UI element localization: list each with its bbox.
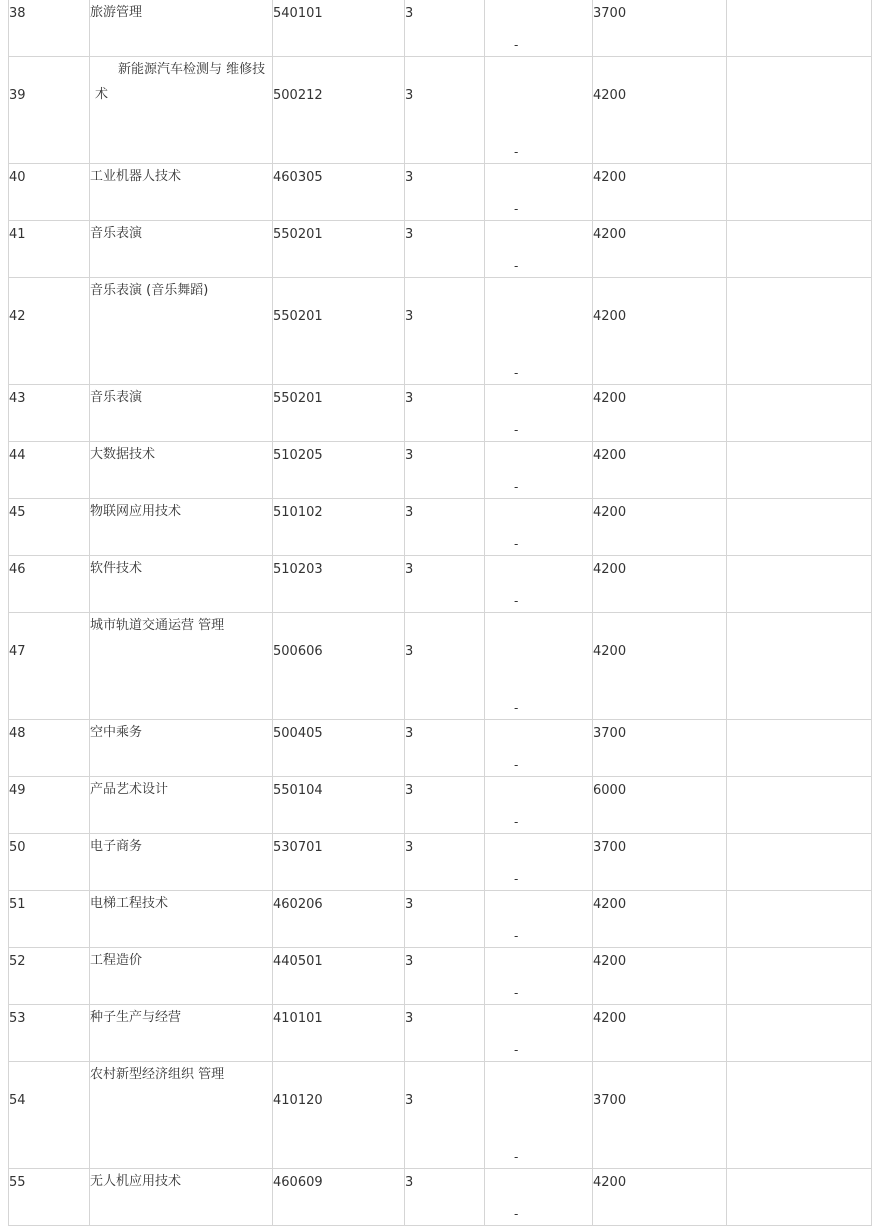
study-years: 3 <box>405 385 485 442</box>
table-row <box>9 1062 872 1169</box>
tuition-table <box>8 0 872 1226</box>
study-years: 3 <box>405 948 485 1005</box>
dash-cell <box>485 164 593 221</box>
study-years: 3 <box>405 0 485 57</box>
note-cell <box>727 499 872 556</box>
row-number: 46 <box>9 556 90 613</box>
note-cell <box>727 613 872 720</box>
table-row <box>9 720 872 777</box>
note-cell <box>727 834 872 891</box>
dash-cell <box>485 613 593 720</box>
tuition-fee: 3700 <box>593 834 727 891</box>
study-years: 3 <box>405 1062 485 1169</box>
major-code: 530701 <box>273 834 405 891</box>
major-code: 550201 <box>273 221 405 278</box>
major-code: 410120 <box>273 1062 405 1169</box>
dash-mark: - <box>514 1043 519 1057</box>
major-name: 音乐表演 (音乐舞蹈) <box>90 278 273 385</box>
major-name: 电子商务 <box>90 834 273 891</box>
dash-mark: - <box>514 423 519 437</box>
dash-mark: - <box>514 701 519 715</box>
row-number: 50 <box>9 834 90 891</box>
dash-mark: - <box>514 815 519 829</box>
table-row <box>9 0 872 57</box>
note-cell <box>727 720 872 777</box>
dash-mark: - <box>514 758 519 772</box>
major-name: 大数据技术 <box>90 442 273 499</box>
row-number: 42 <box>9 278 90 385</box>
major-name: 物联网应用技术 <box>90 499 273 556</box>
major-name: 电梯工程技术 <box>90 891 273 948</box>
note-cell <box>727 278 872 385</box>
dash-mark: - <box>514 929 519 943</box>
study-years: 3 <box>405 556 485 613</box>
row-number: 55 <box>9 1169 90 1226</box>
row-number: 39 <box>9 57 90 164</box>
dash-cell <box>485 385 593 442</box>
dash-cell <box>485 57 593 164</box>
major-name: 空中乘务 <box>90 720 273 777</box>
note-cell <box>727 556 872 613</box>
major-code: 510203 <box>273 556 405 613</box>
tuition-fee: 3700 <box>593 1062 727 1169</box>
dash-mark: - <box>514 202 519 216</box>
row-number: 52 <box>9 948 90 1005</box>
major-name: 新能源汽车检测与 维修技术 <box>90 57 273 164</box>
study-years: 3 <box>405 221 485 278</box>
dash-mark: - <box>514 1150 519 1164</box>
major-name: 工业机器人技术 <box>90 164 273 221</box>
row-number: 44 <box>9 442 90 499</box>
table-row <box>9 442 872 499</box>
study-years: 3 <box>405 720 485 777</box>
table-row <box>9 613 872 720</box>
table-row <box>9 834 872 891</box>
major-name: 农村新型经济组织 管理 <box>90 1062 273 1169</box>
study-years: 3 <box>405 613 485 720</box>
table-row <box>9 278 872 385</box>
tuition-fee: 4200 <box>593 499 727 556</box>
dash-cell <box>485 556 593 613</box>
row-number: 43 <box>9 385 90 442</box>
note-cell <box>727 57 872 164</box>
dash-mark: - <box>514 594 519 608</box>
major-code: 410101 <box>273 1005 405 1062</box>
major-name: 旅游管理 <box>90 0 273 57</box>
tuition-fee: 4200 <box>593 57 727 164</box>
tuition-fee: 4200 <box>593 221 727 278</box>
study-years: 3 <box>405 777 485 834</box>
dash-mark: - <box>514 1207 519 1221</box>
study-years: 3 <box>405 164 485 221</box>
study-years: 3 <box>405 1005 485 1062</box>
study-years: 3 <box>405 499 485 556</box>
dash-cell <box>485 1005 593 1062</box>
row-number: 47 <box>9 613 90 720</box>
major-name: 工程造价 <box>90 948 273 1005</box>
major-code: 510205 <box>273 442 405 499</box>
table-row <box>9 891 872 948</box>
tuition-fee: 6000 <box>593 777 727 834</box>
table-row <box>9 1169 872 1226</box>
row-number: 54 <box>9 1062 90 1169</box>
table-row <box>9 385 872 442</box>
dash-cell <box>485 720 593 777</box>
dash-mark: - <box>514 480 519 494</box>
note-cell <box>727 1062 872 1169</box>
table-row <box>9 1005 872 1062</box>
row-number: 38 <box>9 0 90 57</box>
tuition-fee: 4200 <box>593 278 727 385</box>
major-name: 无人机应用技术 <box>90 1169 273 1226</box>
dash-mark: - <box>514 38 519 52</box>
dash-mark: - <box>514 259 519 273</box>
major-code: 500405 <box>273 720 405 777</box>
row-number: 45 <box>9 499 90 556</box>
dash-cell <box>485 278 593 385</box>
dash-mark: - <box>514 537 519 551</box>
dash-cell <box>485 221 593 278</box>
major-code: 500606 <box>273 613 405 720</box>
dash-cell <box>485 948 593 1005</box>
study-years: 3 <box>405 891 485 948</box>
study-years: 3 <box>405 834 485 891</box>
major-code: 460609 <box>273 1169 405 1226</box>
note-cell <box>727 1169 872 1226</box>
tuition-fee: 3700 <box>593 0 727 57</box>
major-name: 音乐表演 <box>90 221 273 278</box>
major-name: 种子生产与经营 <box>90 1005 273 1062</box>
study-years: 3 <box>405 57 485 164</box>
major-code: 550104 <box>273 777 405 834</box>
dash-mark: - <box>514 986 519 1000</box>
note-cell <box>727 385 872 442</box>
tuition-fee: 4200 <box>593 1005 727 1062</box>
major-code: 500212 <box>273 57 405 164</box>
note-cell <box>727 948 872 1005</box>
major-code: 460305 <box>273 164 405 221</box>
tuition-fee: 4200 <box>593 948 727 1005</box>
row-number: 41 <box>9 221 90 278</box>
dash-cell <box>485 1169 593 1226</box>
dash-cell <box>485 442 593 499</box>
dash-cell <box>485 1062 593 1169</box>
tuition-fee: 4200 <box>593 891 727 948</box>
dash-cell <box>485 777 593 834</box>
row-number: 53 <box>9 1005 90 1062</box>
dash-mark: - <box>514 366 519 380</box>
table-row <box>9 221 872 278</box>
note-cell <box>727 164 872 221</box>
tuition-fee: 3700 <box>593 720 727 777</box>
major-code: 510102 <box>273 499 405 556</box>
tuition-fee: 4200 <box>593 1169 727 1226</box>
table-row <box>9 556 872 613</box>
tuition-fee: 4200 <box>593 442 727 499</box>
major-code: 540101 <box>273 0 405 57</box>
note-cell <box>727 442 872 499</box>
major-code: 550201 <box>273 385 405 442</box>
study-years: 3 <box>405 442 485 499</box>
major-name: 音乐表演 <box>90 385 273 442</box>
major-name: 产品艺术设计 <box>90 777 273 834</box>
dash-cell <box>485 834 593 891</box>
table-row <box>9 57 872 164</box>
tuition-fee: 4200 <box>593 164 727 221</box>
row-number: 48 <box>9 720 90 777</box>
dash-cell <box>485 0 593 57</box>
row-number: 40 <box>9 164 90 221</box>
table-row <box>9 499 872 556</box>
table-row <box>9 777 872 834</box>
tuition-fee: 4200 <box>593 385 727 442</box>
note-cell <box>727 0 872 57</box>
major-code: 440501 <box>273 948 405 1005</box>
study-years: 3 <box>405 278 485 385</box>
dash-cell <box>485 499 593 556</box>
dash-cell <box>485 891 593 948</box>
row-number: 51 <box>9 891 90 948</box>
note-cell <box>727 891 872 948</box>
note-cell <box>727 777 872 834</box>
major-name: 城市轨道交通运营 管理 <box>90 613 273 720</box>
row-number: 49 <box>9 777 90 834</box>
tuition-fee: 4200 <box>593 613 727 720</box>
major-code: 550201 <box>273 278 405 385</box>
dash-mark: - <box>514 145 519 159</box>
study-years: 3 <box>405 1169 485 1226</box>
dash-mark: - <box>514 872 519 886</box>
tuition-fee: 4200 <box>593 556 727 613</box>
table-row <box>9 164 872 221</box>
table-row <box>9 948 872 1005</box>
note-cell <box>727 221 872 278</box>
major-code: 460206 <box>273 891 405 948</box>
major-name: 软件技术 <box>90 556 273 613</box>
note-cell <box>727 1005 872 1062</box>
